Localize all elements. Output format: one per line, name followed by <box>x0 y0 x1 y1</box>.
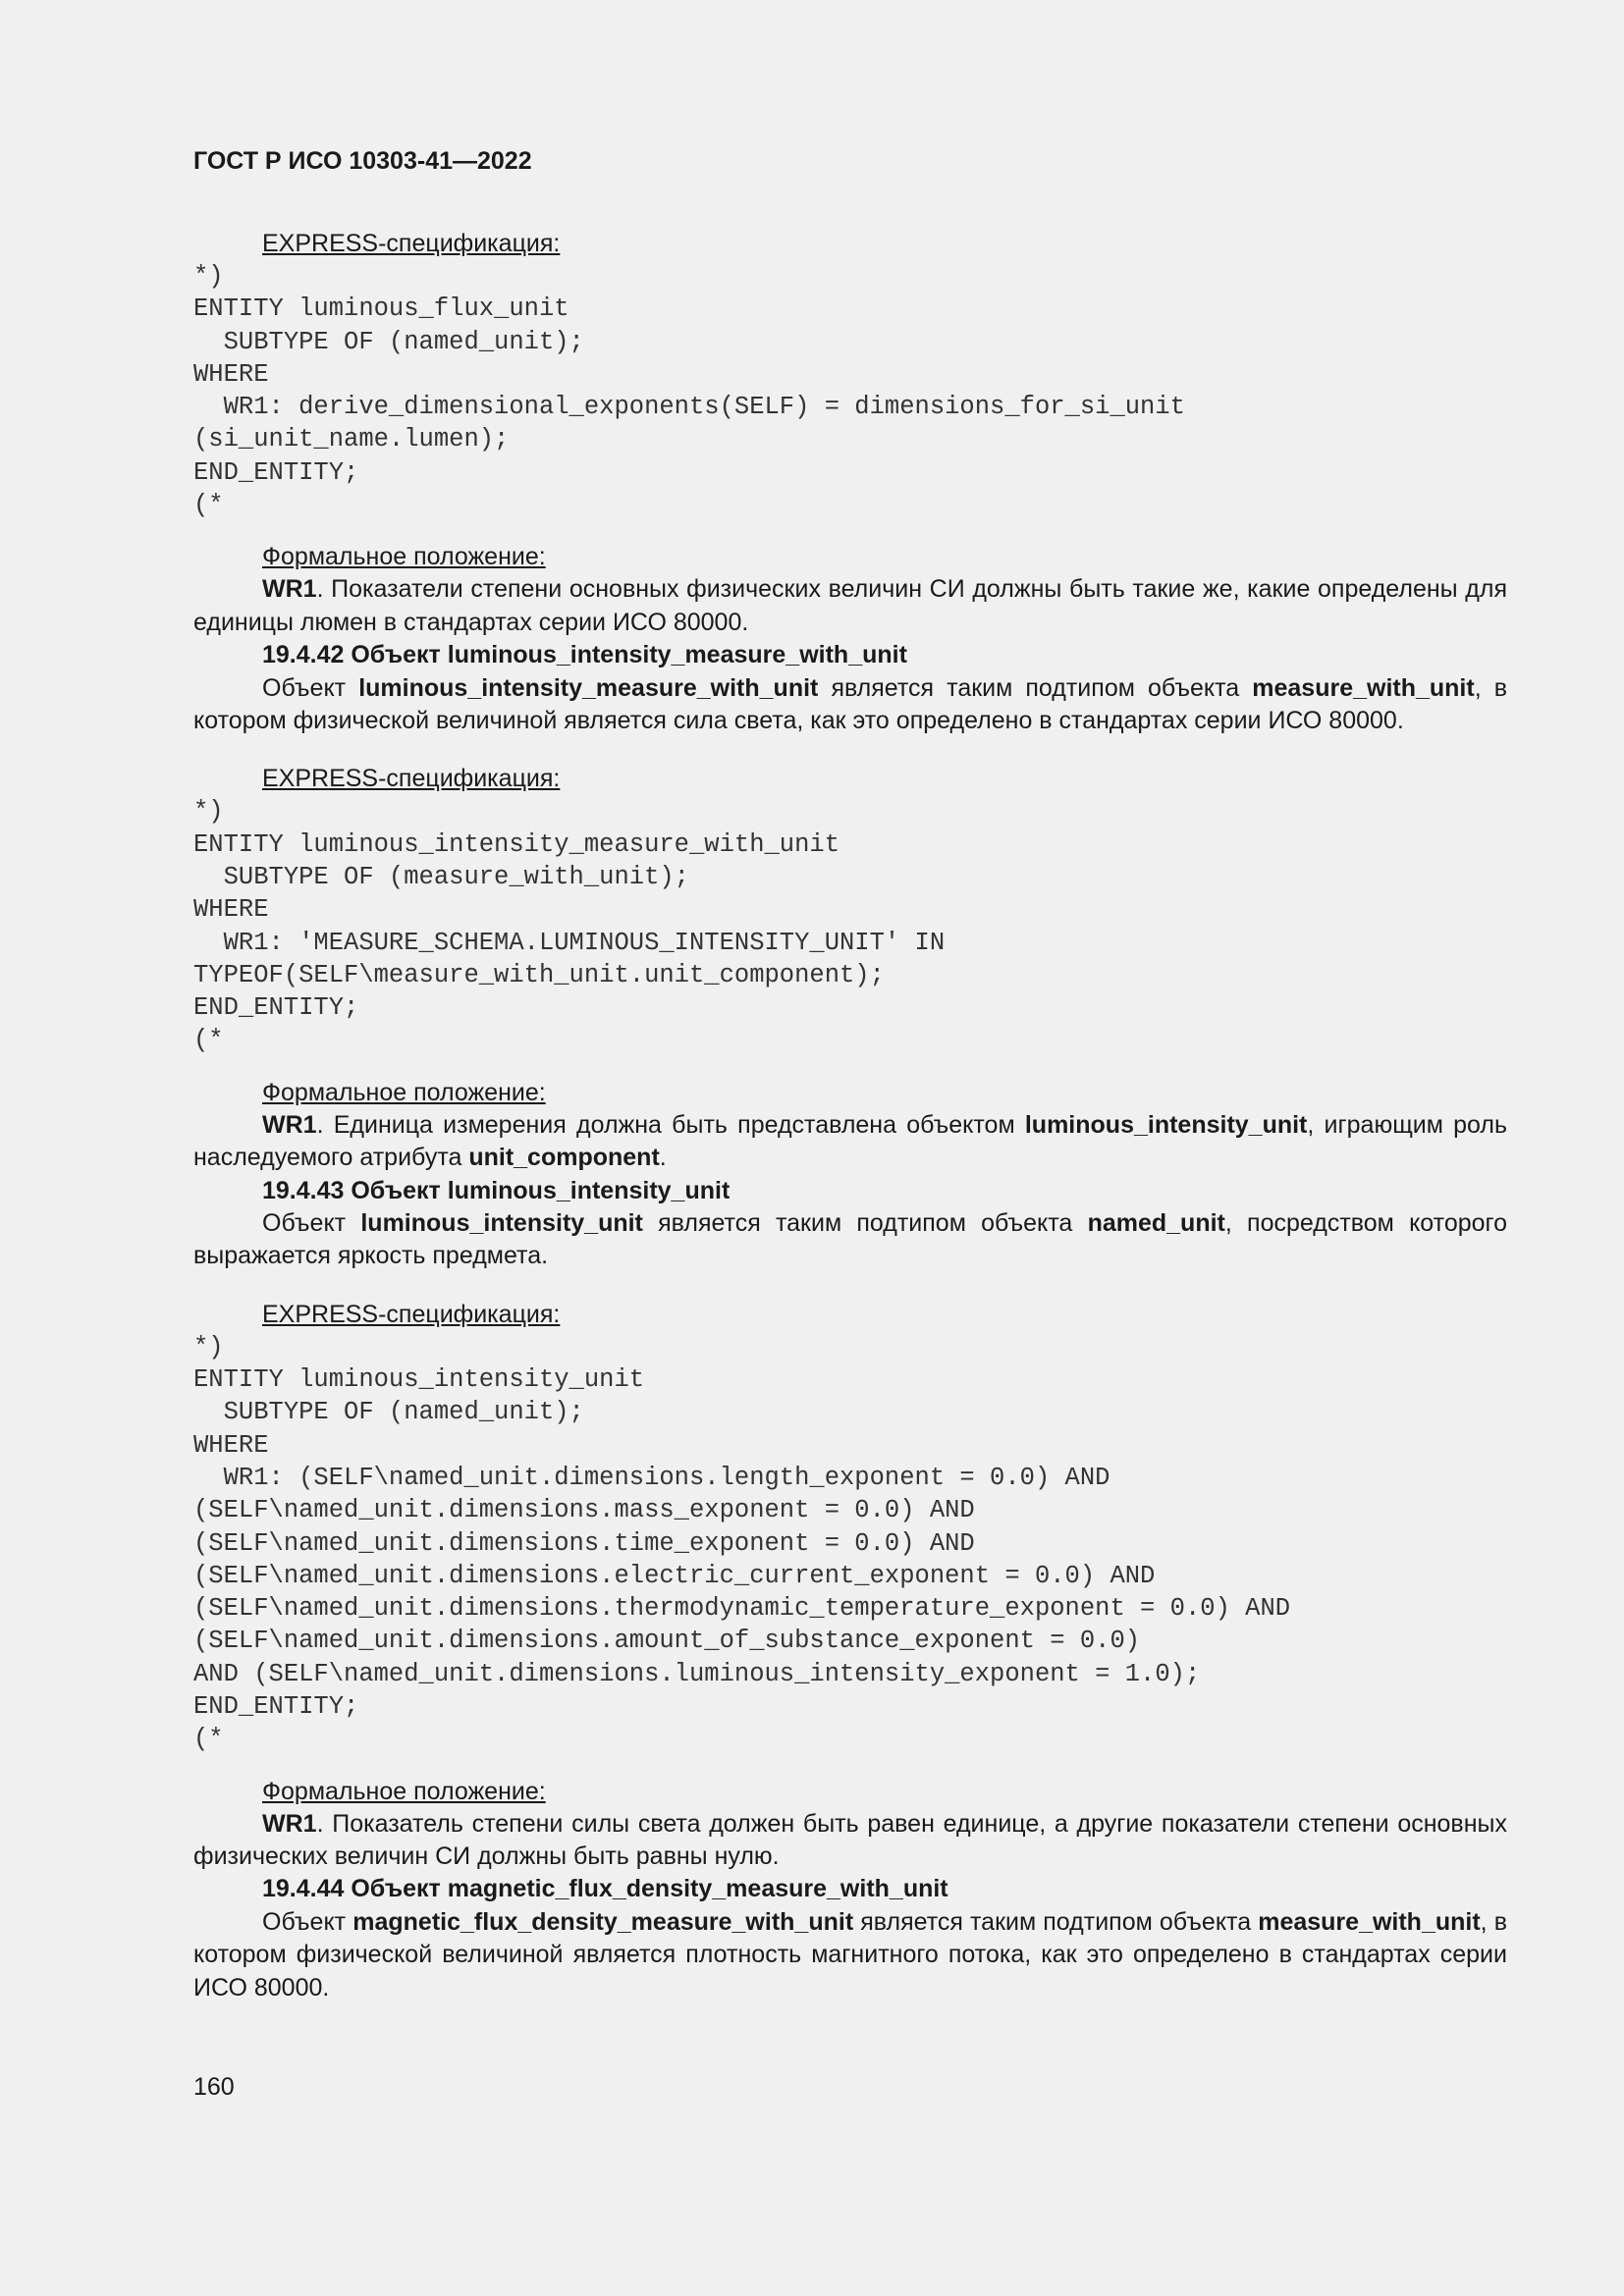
express-code-luminous-flux-unit: *) ENTITY luminous_flux_unit SUBTYPE OF (named_unit); WHERE WR1: derive_dimensional_exponents(SELF) = dimensions_for_si_unit (si_unit_name.lumen); END_ENTITY; (* <box>193 262 1185 520</box>
section-paragraph-19-4-44: Объект magnetic_flux_density_measure_with_unit является таким подтипом объекта measure_with_unit, в котором физической величиной является плотность магнитного потока, как это определено в стандартах серии ИСО 80000. <box>193 1907 1508 2002</box>
page-content <box>193 228 1507 2004</box>
page-header: ГОСТ Р ИСО 10303-41—2022 <box>193 147 532 175</box>
section-heading-19-4-44: 19.4.44 Объект magnetic_flux_density_measure_with_unit <box>262 1875 948 1903</box>
wr1-paragraph: WR1. Показатели степени основных физических величин СИ должны быть такие же, какие определены для единицы люмен в стандартах серии ИСО 80000. <box>193 575 1507 636</box>
formal-label: Формальное положение: <box>262 543 546 571</box>
formal-label: Формальное положение: <box>262 1777 546 1805</box>
section-heading-19-4-42: 19.4.42 Объект luminous_intensity_measure_with_unit <box>262 641 907 669</box>
section-paragraph-19-4-43: Объект luminous_intensity_unit является таким подтипом объекта named_unit, посредством которого выражается яркость предмета. <box>193 1209 1508 1270</box>
wr1-paragraph: WR1. Единица измерения должна быть представлена объектом luminous_intensity_unit, играющим роль наследуемого атрибута unit_component. <box>193 1110 1507 1172</box>
section-heading-19-4-43: 19.4.43 Объект luminous_intensity_unit <box>262 1176 731 1204</box>
express-code-luminous-intensity-measure-with-unit: *) ENTITY luminous_intensity_measure_with_unit SUBTYPE OF (measure_with_unit); WHERE WR1: 'MEASURE_SCHEMA.LUMINOUS_INTENSITY_UNIT' IN TYPEOF(SELF\measure_with_unit.unit_component); END_ENTITY; (* <box>193 797 946 1055</box>
express-spec-label: EXPRESS-спецификация: <box>262 765 561 793</box>
wr1-paragraph: WR1. Показатель степени силы света должен быть равен единице, а другие показатели степени основных физических величин СИ должны быть равны нулю. <box>193 1809 1507 1871</box>
express-spec-label: EXPRESS-спецификация: <box>262 230 561 257</box>
formal-label: Формальное положение: <box>262 1078 546 1106</box>
express-spec-label: EXPRESS-спецификация: <box>262 1300 561 1328</box>
page-number: 160 <box>193 2073 235 2101</box>
express-code-luminous-intensity-unit: *) ENTITY luminous_intensity_unit SUBTYPE OF (named_unit); WHERE WR1: (SELF\named_unit.dimensions.length_exponent = 0.0) AND (SELF\named_unit.dimensions.mass_exponent = 0.0) AND (SELF\named_unit.dimensions.time_exponent = 0.0) AND (SELF\named_unit.dimensions.electric_current_exponent = 0.0) AND (SELF\named_unit.dimensions.thermodynamic_temperature_exponent = 0.0) AND (SELF\named_unit.dimensions.amount_of_substance_exponent = 0.0) AND (SELF\named_unit.dimensions.luminous_intensity_exponent = 1.0); END_ENTITY; (* <box>193 1332 1291 1754</box>
section-paragraph-19-4-42: Объект luminous_intensity_measure_with_unit является таким подтипом объекта measure_with_unit, в котором физической величиной является сила света, как это определено в стандартах серии ИСО 80000. <box>193 673 1507 734</box>
